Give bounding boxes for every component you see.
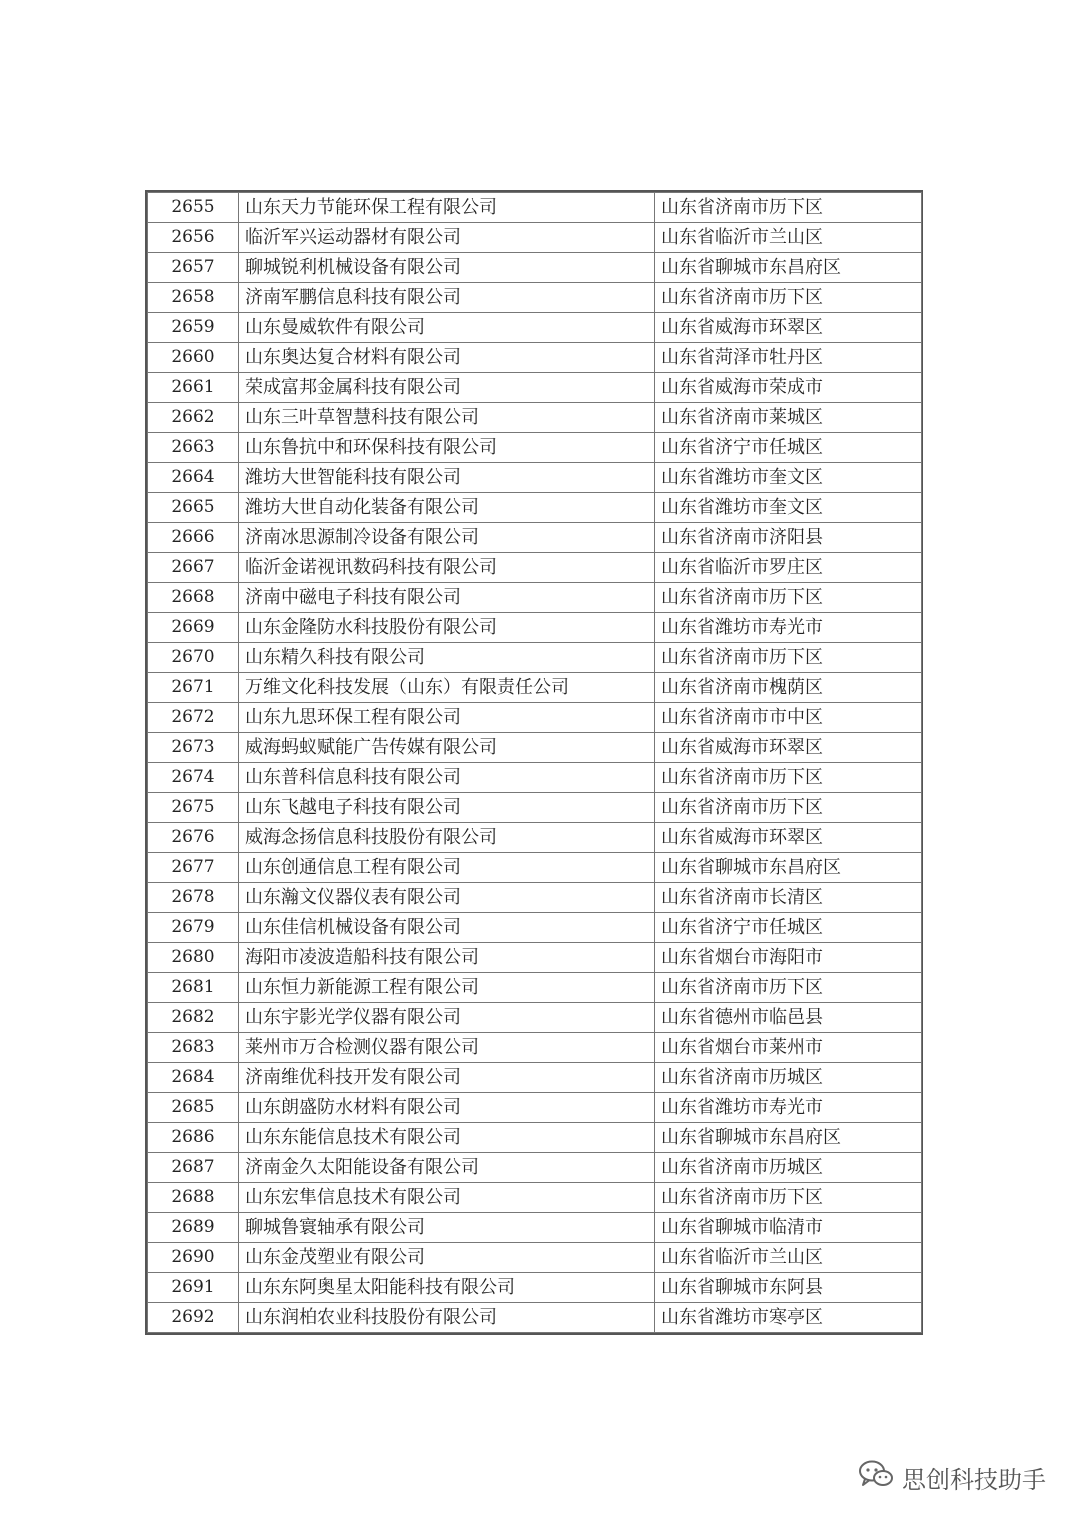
company-name: 山东飞越电子科技有限公司 [239,793,655,823]
company-name: 济南军鹏信息科技有限公司 [239,283,655,313]
company-name: 山东佳信机械设备有限公司 [239,913,655,943]
company-name: 山东瀚文仪器仪表有限公司 [239,883,655,913]
table-row [148,313,922,343]
company-name: 临沂军兴运动器材有限公司 [239,223,655,253]
row-number: 2683 [148,1033,239,1063]
company-region: 山东省济南市历下区 [655,283,922,313]
row-number: 2690 [148,1243,239,1273]
row-number: 2685 [148,1093,239,1123]
company-name: 济南中磁电子科技有限公司 [239,583,655,613]
table-row [148,793,922,823]
company-name: 山东金茂塑业有限公司 [239,1243,655,1273]
row-number: 2673 [148,733,239,763]
row-number: 2689 [148,1213,239,1243]
company-name: 聊城鲁寰轴承有限公司 [239,1213,655,1243]
row-number: 2675 [148,793,239,823]
company-name: 山东金隆防水科技股份有限公司 [239,613,655,643]
table-row [148,193,922,223]
company-name: 济南冰思源制冷设备有限公司 [239,523,655,553]
company-name: 山东精久科技有限公司 [239,643,655,673]
company-name: 山东奥达复合材料有限公司 [239,343,655,373]
row-number: 2671 [148,673,239,703]
company-name: 山东鲁抗中和环保科技有限公司 [239,433,655,463]
row-number: 2678 [148,883,239,913]
company-region: 山东省潍坊市奎文区 [655,493,922,523]
company-region: 山东省临沂市罗庄区 [655,553,922,583]
company-name: 山东创通信息工程有限公司 [239,853,655,883]
row-number: 2656 [148,223,239,253]
company-name: 海阳市凌波造船科技有限公司 [239,943,655,973]
company-region: 山东省聊城市临清市 [655,1213,922,1243]
row-number: 2657 [148,253,239,283]
table-row [148,433,922,463]
table-row [148,583,922,613]
watermark-text: 思创科技助手 [902,1465,1046,1494]
row-number: 2688 [148,1183,239,1213]
table-row [148,553,922,583]
table-row [148,1273,922,1303]
table-row [148,523,922,553]
row-number: 2667 [148,553,239,583]
table-row [148,1243,922,1273]
row-number: 2655 [148,193,239,223]
company-name: 荣成富邦金属科技有限公司 [239,373,655,403]
company-region: 山东省济南市历下区 [655,643,922,673]
company-region: 山东省临沂市兰山区 [655,223,922,253]
company-name: 威海念扬信息科技股份有限公司 [239,823,655,853]
table-row [148,853,922,883]
company-name: 山东天力节能环保工程有限公司 [239,193,655,223]
row-number: 2691 [148,1273,239,1303]
company-region: 山东省潍坊市寿光市 [655,1093,922,1123]
table-row [148,493,922,523]
company-name: 山东东阿奥星太阳能科技有限公司 [239,1273,655,1303]
table-body [148,193,922,1333]
table-row [148,463,922,493]
company-region: 山东省济南市历下区 [655,763,922,793]
company-region: 山东省济南市历下区 [655,193,922,223]
company-region: 山东省威海市荣成市 [655,373,922,403]
table-row [148,403,922,433]
table-row [148,1063,922,1093]
row-number: 2662 [148,403,239,433]
company-name: 威海蚂蚁赋能广告传媒有限公司 [239,733,655,763]
company-region: 山东省威海市环翠区 [655,823,922,853]
row-number: 2665 [148,493,239,523]
table-row [148,943,922,973]
watermark [858,1459,1046,1495]
row-number: 2677 [148,853,239,883]
company-region: 山东省济南市济阳县 [655,523,922,553]
company-region: 山东省济南市历下区 [655,583,922,613]
company-region: 山东省潍坊市寿光市 [655,613,922,643]
company-region: 山东省济南市历下区 [655,793,922,823]
table-row [148,253,922,283]
company-name: 山东宏隼信息技术有限公司 [239,1183,655,1213]
company-name: 潍坊大世自动化装备有限公司 [239,493,655,523]
company-region: 山东省威海市环翠区 [655,733,922,763]
table-row [148,1003,922,1033]
company-name: 山东曼威软件有限公司 [239,313,655,343]
company-region: 山东省济宁市任城区 [655,913,922,943]
table-row [148,1153,922,1183]
company-region: 山东省烟台市海阳市 [655,943,922,973]
row-number: 2692 [148,1303,239,1333]
table-row [148,673,922,703]
table-row [148,1213,922,1243]
row-number: 2658 [148,283,239,313]
company-region: 山东省济南市历城区 [655,1063,922,1093]
company-name: 聊城锐利机械设备有限公司 [239,253,655,283]
row-number: 2676 [148,823,239,853]
row-number: 2681 [148,973,239,1003]
company-name: 山东东能信息技术有限公司 [239,1123,655,1153]
row-number: 2680 [148,943,239,973]
table-row [148,1033,922,1063]
row-number: 2669 [148,613,239,643]
row-number: 2661 [148,373,239,403]
company-name: 山东朗盛防水材料有限公司 [239,1093,655,1123]
company-region: 山东省济南市长清区 [655,883,922,913]
table-row [148,973,922,1003]
company-name: 济南金久太阳能设备有限公司 [239,1153,655,1183]
company-region: 山东省潍坊市寒亭区 [655,1303,922,1333]
table-row [148,823,922,853]
table-row [148,643,922,673]
row-number: 2659 [148,313,239,343]
table-row [148,733,922,763]
company-name: 潍坊大世智能科技有限公司 [239,463,655,493]
company-name: 山东恒力新能源工程有限公司 [239,973,655,1003]
table-row [148,913,922,943]
table-row [148,703,922,733]
company-name: 山东普科信息科技有限公司 [239,763,655,793]
company-region: 山东省潍坊市奎文区 [655,463,922,493]
company-name: 山东九思环保工程有限公司 [239,703,655,733]
company-region: 山东省烟台市莱州市 [655,1033,922,1063]
company-name: 万维文化科技发展（山东）有限责任公司 [239,673,655,703]
row-number: 2672 [148,703,239,733]
row-number: 2686 [148,1123,239,1153]
company-region: 山东省济南市莱城区 [655,403,922,433]
company-region: 山东省济南市历下区 [655,973,922,1003]
company-region: 山东省临沂市兰山区 [655,1243,922,1273]
company-name: 济南维优科技开发有限公司 [239,1063,655,1093]
company-region: 山东省济南市历城区 [655,1153,922,1183]
company-region: 山东省济南市历下区 [655,1183,922,1213]
row-number: 2679 [148,913,239,943]
company-region: 山东省聊城市东昌府区 [655,253,922,283]
company-region: 山东省济南市市中区 [655,703,922,733]
table-row [148,1093,922,1123]
company-region: 山东省菏泽市牡丹区 [655,343,922,373]
company-region: 山东省济宁市任城区 [655,433,922,463]
company-region: 山东省聊城市东昌府区 [655,1123,922,1153]
wechat-icon [858,1459,894,1495]
table-row [148,373,922,403]
row-number: 2684 [148,1063,239,1093]
company-region: 山东省德州市临邑县 [655,1003,922,1033]
company-region: 山东省聊城市东阿县 [655,1273,922,1303]
row-number: 2682 [148,1003,239,1033]
table-row [148,343,922,373]
row-number: 2666 [148,523,239,553]
company-name: 临沂金诺视讯数码科技有限公司 [239,553,655,583]
company-name: 山东三叶草智慧科技有限公司 [239,403,655,433]
row-number: 2668 [148,583,239,613]
company-region: 山东省聊城市东昌府区 [655,853,922,883]
row-number: 2660 [148,343,239,373]
table-row [148,883,922,913]
table-row [148,1183,922,1213]
table-row [148,1303,922,1333]
table-row [148,283,922,313]
company-name: 山东润柏农业科技股份有限公司 [239,1303,655,1333]
company-name: 莱州市万合检测仪器有限公司 [239,1033,655,1063]
company-region: 山东省威海市环翠区 [655,313,922,343]
table-row [148,763,922,793]
row-number: 2664 [148,463,239,493]
row-number: 2663 [148,433,239,463]
row-number: 2674 [148,763,239,793]
table-row [148,1123,922,1153]
table-row [148,613,922,643]
row-number: 2670 [148,643,239,673]
enterprise-table [145,190,923,1335]
company-region: 山东省济南市槐荫区 [655,673,922,703]
company-name: 山东宇影光学仪器有限公司 [239,1003,655,1033]
table-row [148,223,922,253]
row-number: 2687 [148,1153,239,1183]
